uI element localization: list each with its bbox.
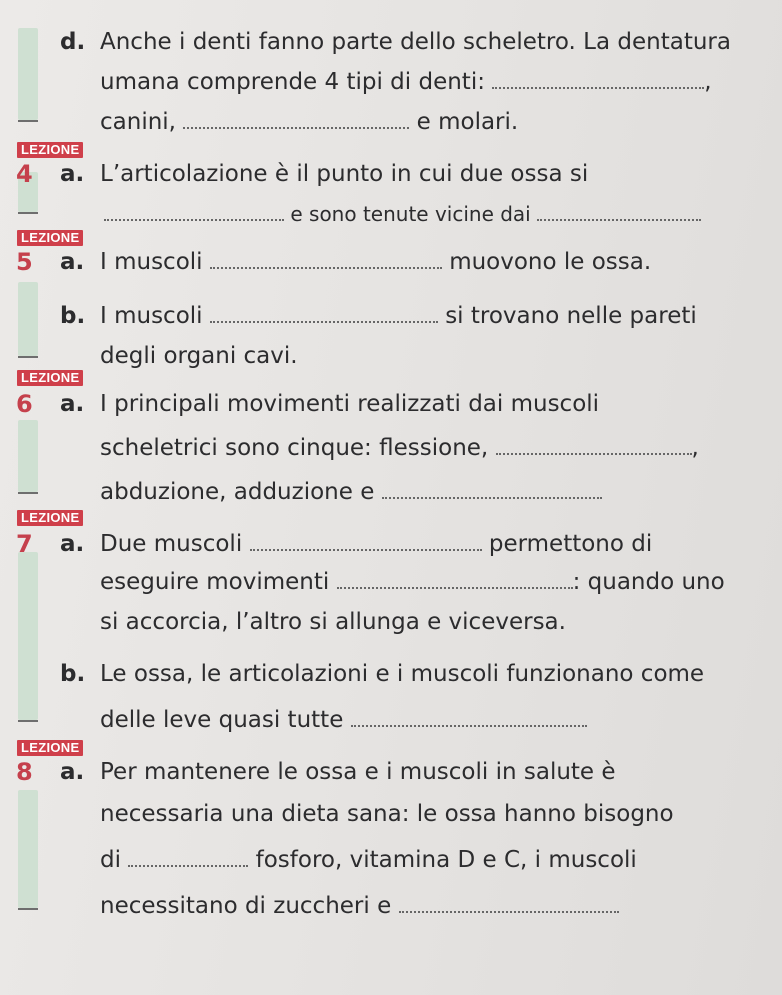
text-line: Le ossa, le articolazioni e i muscoli funzionano come	[100, 661, 705, 687]
answer-blank[interactable]	[337, 569, 573, 589]
text-line	[100, 302, 697, 330]
item-letter: a.	[60, 249, 85, 275]
text-line	[100, 706, 587, 734]
text-line	[100, 530, 652, 558]
text-segment: e molari.	[416, 109, 519, 135]
text-segment: I muscoli	[100, 303, 203, 329]
text-line	[100, 478, 602, 506]
text-segment: permettono di	[488, 531, 653, 557]
text-segment: scheletrici sono cinque: flessione,	[100, 435, 489, 461]
answer-tick	[18, 212, 38, 214]
text-segment: Due muscoli	[100, 531, 243, 557]
answer-blank[interactable]	[496, 435, 692, 455]
question-number: 7	[16, 530, 33, 558]
side-bar-q8	[18, 790, 38, 908]
item-letter: a.	[60, 759, 85, 785]
lesson-badge: LEZIONE	[17, 142, 83, 158]
text-segment: necessitano di zuccheri e	[100, 893, 392, 919]
text-line: degli organi cavi.	[100, 343, 298, 369]
answer-blank[interactable]	[250, 531, 482, 551]
item-letter: a.	[60, 161, 85, 187]
answer-blank[interactable]	[210, 249, 442, 269]
text-line	[104, 200, 701, 228]
text-line: I principali movimenti realizzati dai muscoli	[100, 391, 600, 417]
text-segment: di	[100, 847, 121, 873]
answer-blank[interactable]	[128, 847, 248, 867]
side-bar-q3	[18, 28, 38, 120]
text-line: Anche i denti fanno parte dello scheletro. La dentatura	[100, 29, 731, 55]
answer-blank[interactable]	[210, 303, 438, 323]
answer-blank[interactable]	[183, 109, 409, 129]
text-segment: delle leve quasi tutte	[100, 707, 344, 733]
text-segment: canini,	[100, 109, 176, 135]
item-letter: d.	[60, 29, 86, 55]
text-line	[100, 892, 619, 920]
text-line	[100, 434, 699, 462]
text-line: Per mantenere le ossa e i muscoli in salute è	[100, 759, 616, 785]
text-segment: fosforo, vitamina D e C, i muscoli	[255, 847, 637, 873]
answer-blank[interactable]	[351, 707, 587, 727]
text-segment: e sono tenute vicine dai	[290, 202, 531, 226]
item-letter: a.	[60, 391, 85, 417]
answer-tick	[18, 908, 38, 910]
lesson-badge: LEZIONE	[17, 230, 83, 246]
text-line	[100, 108, 518, 136]
text-line	[100, 568, 725, 596]
item-letter: a.	[60, 531, 85, 557]
text-segment: eseguire movimenti	[100, 569, 330, 595]
text-segment: abduzione, adduzione e	[100, 479, 375, 505]
question-number: 4	[16, 160, 33, 188]
text-line	[100, 846, 637, 874]
answer-tick	[18, 120, 38, 122]
question-number: 6	[16, 390, 33, 418]
text-segment: I muscoli	[100, 249, 203, 275]
text-line	[100, 248, 651, 276]
text-line: L’articolazione è il punto in cui due ossa si	[100, 161, 589, 187]
answer-blank[interactable]	[537, 201, 701, 221]
text-line: necessaria una dieta sana: le ossa hanno bisogno	[100, 801, 674, 827]
answer-blank[interactable]	[399, 893, 619, 913]
text-segment: muovono le ossa.	[449, 249, 652, 275]
lesson-badge: LEZIONE	[17, 370, 83, 386]
lesson-badge: LEZIONE	[17, 510, 83, 526]
text-segment: : quando uno	[572, 569, 725, 595]
answer-blank[interactable]	[382, 479, 602, 499]
answer-tick	[18, 492, 38, 494]
item-letter: b.	[60, 303, 86, 329]
text-segment: ,	[691, 435, 699, 461]
text-segment: ,	[704, 69, 712, 95]
text-segment: umana comprende 4 tipi di denti:	[100, 69, 485, 95]
side-bar-q7	[18, 552, 38, 720]
text-segment: si trovano nelle pareti	[445, 303, 697, 329]
answer-blank[interactable]	[104, 201, 284, 221]
text-line	[100, 68, 712, 96]
side-bar-q6	[18, 420, 38, 492]
question-number: 5	[16, 248, 33, 276]
lesson-badge: LEZIONE	[17, 740, 83, 756]
side-bar-q5	[18, 282, 38, 356]
answer-tick	[18, 356, 38, 358]
answer-tick	[18, 720, 38, 722]
item-letter: b.	[60, 661, 86, 687]
answer-blank[interactable]	[492, 69, 704, 89]
question-number: 8	[16, 758, 33, 786]
text-line: si accorcia, l’altro si allunga e viceversa.	[100, 609, 566, 635]
